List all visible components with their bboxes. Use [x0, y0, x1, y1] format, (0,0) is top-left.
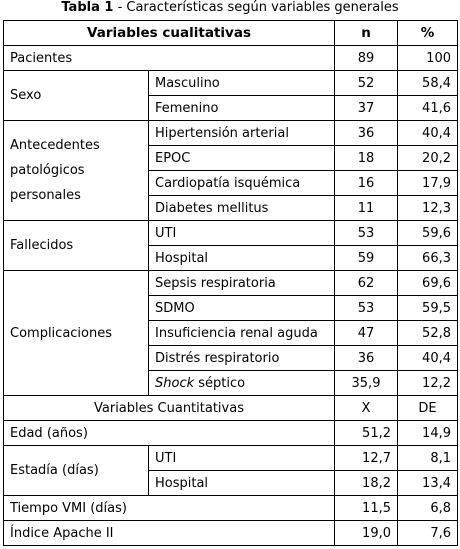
cell-de: 13,4: [398, 471, 458, 496]
characteristics-table: [3, 20, 458, 546]
header-pct: %: [398, 21, 458, 46]
cell-x: 18,2: [335, 471, 398, 496]
row-label: Tiempo VMI (días): [4, 496, 335, 521]
group-label: [4, 121, 149, 221]
sub-label: EPOC: [149, 146, 335, 171]
cell-x: 11,5: [335, 496, 398, 521]
cell-n: 62: [335, 271, 398, 296]
cell-pct: 66,3: [398, 246, 458, 271]
sub-label-italic: Shock: [155, 375, 195, 391]
group-label: Estadía (días): [4, 446, 149, 496]
cell-n: 36: [335, 121, 398, 146]
header-x: X: [335, 396, 398, 421]
caption-text: - Características según variables generales: [113, 0, 399, 15]
sub-label: Femenino: [149, 96, 335, 121]
table-row: [4, 221, 458, 246]
table-row: [4, 71, 458, 96]
cell-x: 19,0: [335, 521, 398, 546]
cell-n: 35,9: [335, 371, 398, 396]
group-label: Complicaciones: [4, 271, 149, 396]
group-label: Sexo: [4, 71, 149, 121]
sub-label: Hospital: [149, 246, 335, 271]
table-row: [4, 271, 458, 296]
cell-pct: 40,4: [398, 346, 458, 371]
group-label-line: Antecedentes: [10, 138, 100, 153]
cell-n: 36: [335, 346, 398, 371]
cell-x: 51,2: [335, 421, 398, 446]
cell-pct: 12,2: [398, 371, 458, 396]
cell-n: 18: [335, 146, 398, 171]
sub-label: Diabetes mellitus: [149, 196, 335, 221]
table-row: [4, 446, 458, 471]
row-label: Edad (años): [4, 421, 335, 446]
cell-pct: 100: [398, 46, 458, 71]
cell-n: 53: [335, 221, 398, 246]
sub-label: SDMO: [149, 296, 335, 321]
sub-label: Hospital: [149, 471, 335, 496]
row-label: Pacientes: [4, 46, 335, 71]
sub-label: UTI: [149, 446, 335, 471]
table-row: [4, 121, 458, 146]
table-row: [4, 46, 458, 71]
sub-label: UTI: [149, 221, 335, 246]
header-quant-variables: Variables Cuantitativas: [4, 396, 335, 421]
sub-label: Masculino: [149, 71, 335, 96]
group-label-line: personales: [10, 188, 81, 203]
cell-x: 12,7: [335, 446, 398, 471]
row-label: Índice Apache II: [4, 521, 335, 546]
cell-pct: 59,5: [398, 296, 458, 321]
table-row: [4, 496, 458, 521]
quant-header-row: [4, 396, 458, 421]
cell-pct: 40,4: [398, 121, 458, 146]
cell-de: 14,9: [398, 421, 458, 446]
table-row: [4, 421, 458, 446]
cell-n: 52: [335, 71, 398, 96]
cell-pct: 59,6: [398, 221, 458, 246]
cell-n: 53: [335, 296, 398, 321]
header-variables: Variables cualitativas: [4, 21, 335, 46]
cell-pct: 69,6: [398, 271, 458, 296]
sub-label: Insuficiencia renal aguda: [149, 321, 335, 346]
sub-label: [149, 371, 335, 396]
cell-n: 11: [335, 196, 398, 221]
cell-n: 37: [335, 96, 398, 121]
sub-label: Distrés respiratorio: [149, 346, 335, 371]
sub-label: Cardiopatía isquémica: [149, 171, 335, 196]
cell-de: 7,6: [398, 521, 458, 546]
header-de: DE: [398, 396, 458, 421]
cell-pct: 20,2: [398, 146, 458, 171]
cell-n: 59: [335, 246, 398, 271]
group-label-line: patológicos: [10, 163, 85, 178]
sub-label: Sepsis respiratoria: [149, 271, 335, 296]
cell-pct: 41,6: [398, 96, 458, 121]
cell-n: 47: [335, 321, 398, 346]
table-caption: [0, 0, 460, 20]
cell-pct: 12,3: [398, 196, 458, 221]
header-n: n: [335, 21, 398, 46]
cell-pct: 52,8: [398, 321, 458, 346]
caption-label: Tabla 1: [61, 0, 114, 15]
cell-de: 8,1: [398, 446, 458, 471]
cell-n: 89: [335, 46, 398, 71]
table-header-row: [4, 21, 458, 46]
cell-pct: 17,9: [398, 171, 458, 196]
table-row: [4, 521, 458, 546]
sub-label: Hipertensión arterial: [149, 121, 335, 146]
cell-de: 6,8: [398, 496, 458, 521]
group-label: Fallecidos: [4, 221, 149, 271]
cell-n: 16: [335, 171, 398, 196]
sub-label-rest: séptico: [194, 375, 246, 391]
cell-pct: 58,4: [398, 71, 458, 96]
